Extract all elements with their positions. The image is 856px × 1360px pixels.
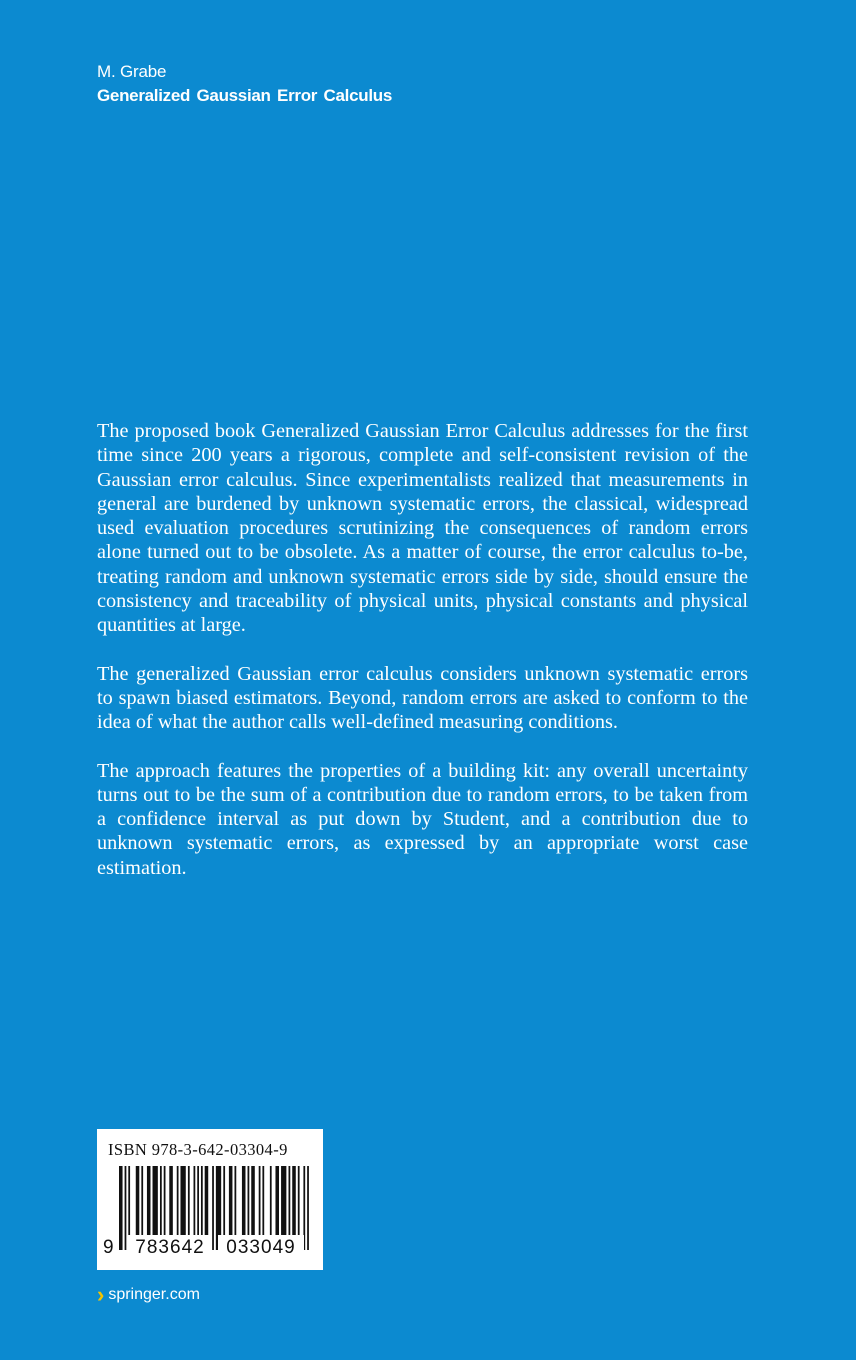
barcode-bar bbox=[307, 1166, 309, 1250]
blurb-paragraph-3: The approach features the properties of a building kit: any overall uncertainty turns out to be the sum of a contribution due to random errors, to be taken from a confidence interval as put down by Student, and a contribution due to unknown systematic errors, as expressed by an appropriate worst case estimation. bbox=[97, 759, 748, 879]
blurb-paragraph-1: The proposed book Generalized Gaussian Error Calculus addresses for the first time since 200 years a rigorous, complete and self-consistent revision of the Gaussian error calculus. Since experimentalists realized that measurements in general are burdened by unknown systematic errors, the classical, widespread used evaluation procedures scrutinizing the consequences of random errors alone turned out to be obsolete. As a matter of course, the error calculus to-be, treating random and unknown systematic errors side by side, should ensure the consistency and traceability of physical units, physical constants and physical quantities at large. bbox=[97, 420, 748, 637]
barcode-bar bbox=[125, 1166, 127, 1250]
book-title: Generalized Gaussian Error Calculus bbox=[97, 86, 393, 105]
blurb bbox=[97, 419, 748, 904]
barcode-box bbox=[97, 1129, 323, 1270]
barcode-digits-right: 033049 bbox=[218, 1235, 304, 1261]
chevron-right-icon: › bbox=[97, 1282, 105, 1307]
blurb-paragraph-2: The generalized Gaussian error calculus considers unknown systematic errors to spawn biased estimators. Beyond, random errors are asked to conform to the idea of what the author calls well-defined measuring conditions. bbox=[97, 662, 748, 734]
barcode-digits-left: 783642 bbox=[128, 1235, 212, 1261]
barcode-bar bbox=[119, 1166, 123, 1250]
author-name: M. Grabe bbox=[97, 62, 167, 81]
barcode-digit-first: 9 bbox=[103, 1235, 117, 1261]
publisher-link[interactable] bbox=[97, 1284, 200, 1306]
barcode-bar bbox=[212, 1166, 214, 1250]
publisher-url: springer.com bbox=[108, 1286, 200, 1303]
isbn-label: ISBN 978-3-642-03304-9 bbox=[108, 1140, 288, 1159]
